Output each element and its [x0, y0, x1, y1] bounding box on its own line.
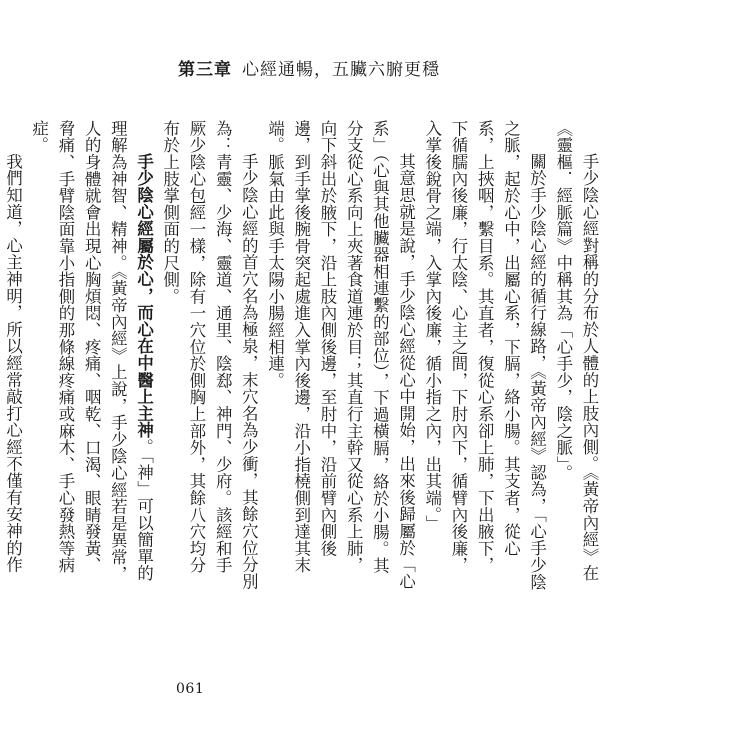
page-number: 061: [176, 681, 205, 697]
paragraph-spirit: [26, 120, 157, 590]
chapter-label: 第三章: [178, 59, 232, 80]
chapter-title: 心經通暢，五臟六腑更穩: [242, 59, 440, 80]
paragraph-conclusion: 我們知道，心主神明，所以經常敲打心經不僅有安神的作: [3, 152, 23, 573]
running-header: [178, 56, 440, 78]
body-text: [3, 120, 602, 590]
paragraph-meridian-route: 關於手少陰心經的循行線路，《黃帝內經》認為，「心手少陰之脈，起於心中，出屬心系，下膈，絡小腸。其支者，從心系，上挾咽，繫目系。其直者，復從心系卻上肺，下出腋下，下循臑內後廉，行太陰、心主之間，下肘內下，循臂內後廉，入掌後銳骨之端，入掌內後廉，循小指之內，出其端。」: [422, 120, 547, 590]
paragraph-acupoints: 手少陰心經的首穴名為極泉，末穴名為少衝，其餘穴位分別為：青靈、少海、靈道、通里、陰郄、神門、少府。該經和手厥少陰心包經一樣，除有一穴位於側胸上部外，其餘八穴均分布於上肢掌側面的尺側。: [160, 120, 259, 590]
paragraph-intro: 手少陰心經對稱的分布於人體的上肢內側。《黃帝內經》在《靈樞．經脈篇》中稱其為「心手少，陰之脈」。: [553, 120, 599, 582]
emphasis-text: 手少陰心經屬於心，而心在中醫上主神: [134, 152, 154, 439]
paragraph-explanation: 其意思就是說，手少陰心經從心中開始，出來後歸屬於「心系」（心與其他臟器相連繫的部位），下過橫膈，絡於小腸。其分支從心系向上夾著食道連於目；其直行主幹又從心系上肺，向下斜出於腋下，沿上肢內側後邊，至肘中，沿前臂內側後邊，到手掌後腕骨突起處進入掌內後邊，沿小指橈側到達其末端。脈氣由此與手太陽小腸經相連。: [265, 120, 416, 590]
paragraph-spirit-text: 。「神」可以簡單的理解為神智、精神。《黃帝內經》上說，手少陰心經若是異常，人的身體就會出現心胸煩悶、疼痛、咽乾、口渴、眼睛發黃、脅痛、手臂陰面靠小指側的那條線疼痛或麻木、手心發熱等病症。: [29, 120, 154, 583]
